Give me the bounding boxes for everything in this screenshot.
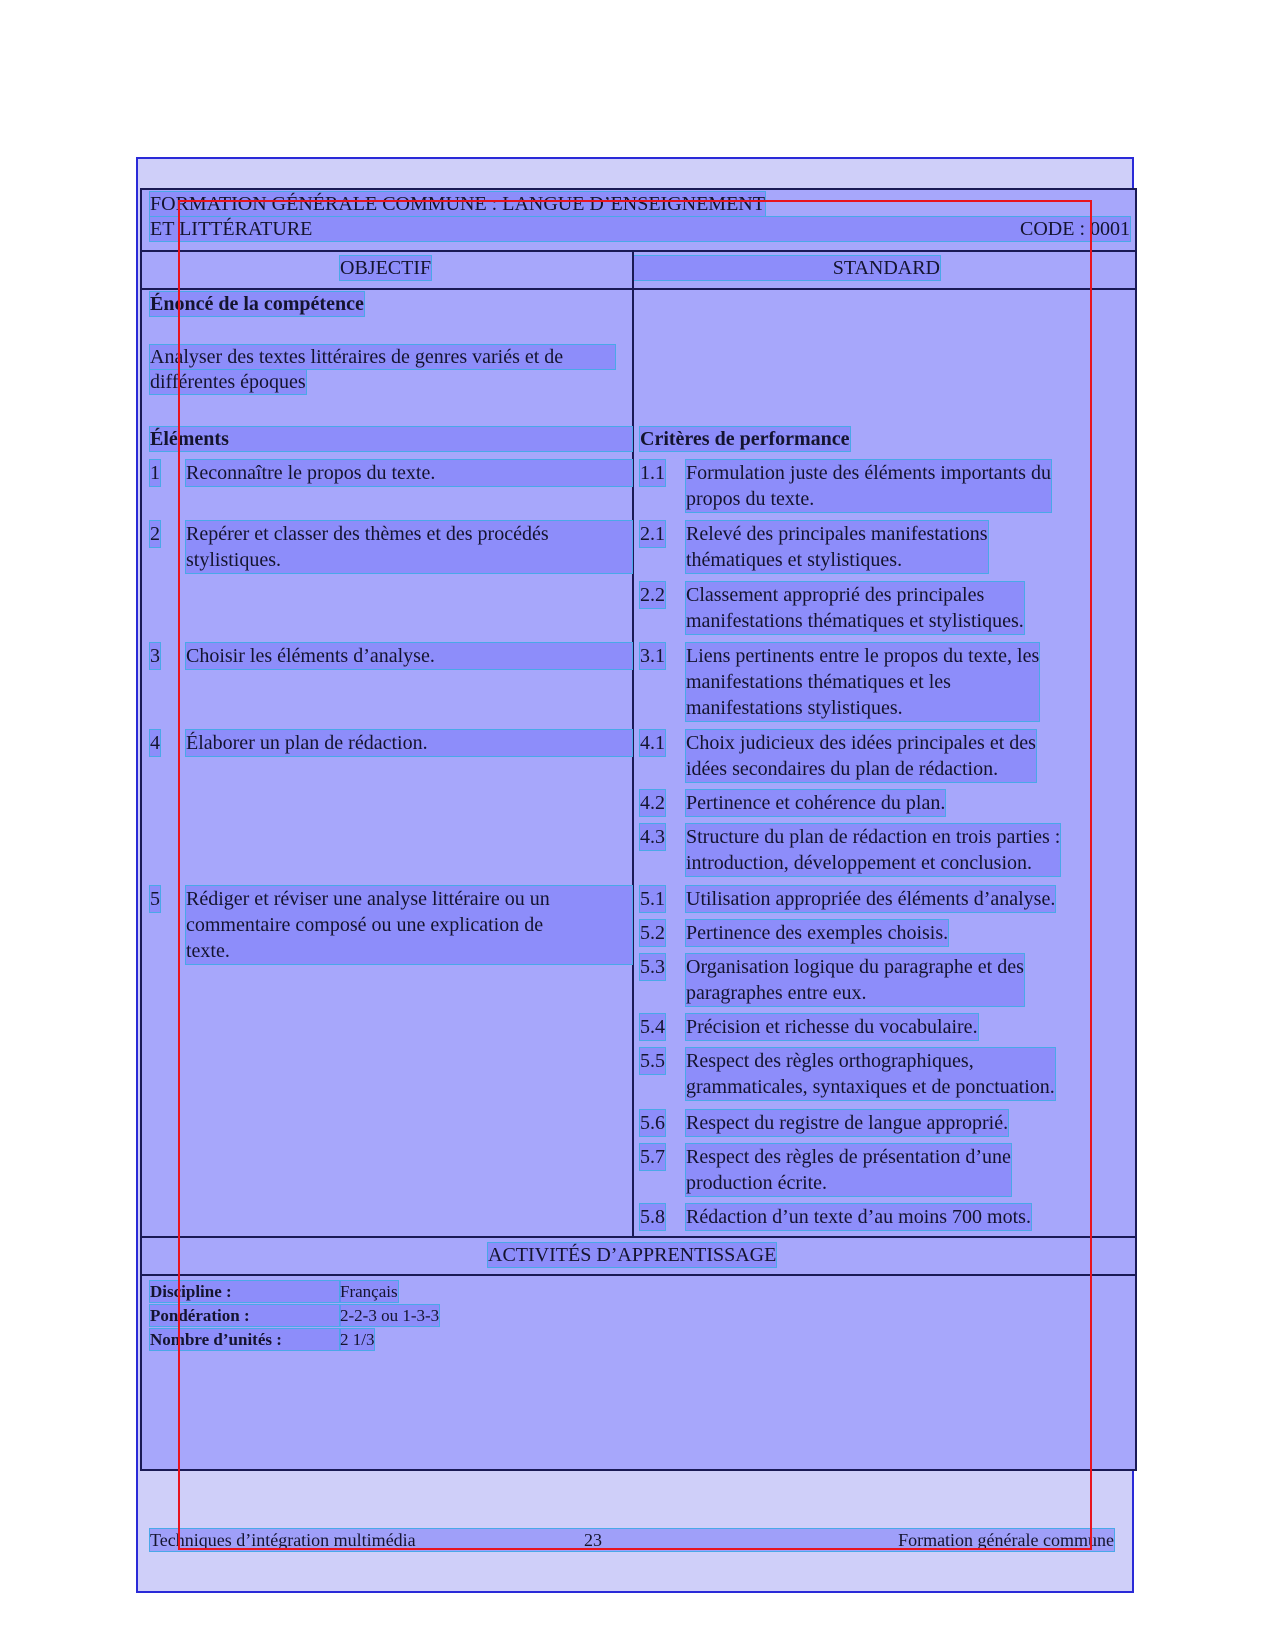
criterion-line: Respect des règles de présentation d’une — [686, 1146, 1011, 1168]
criterion-line: manifestations stylistiques. — [686, 697, 903, 719]
criterion-line: manifestations thématiques et stylistiques. — [686, 610, 1024, 632]
criterion-number: 4.2 — [640, 792, 665, 814]
footer-page-number: 23 — [584, 1530, 602, 1550]
criterion-number: 5.5 — [640, 1050, 665, 1072]
criterion-line: Pertinence des exemples choisis. — [686, 922, 949, 944]
criterion-text — [686, 790, 945, 816]
criterion-line: manifestations thématiques et les — [686, 671, 951, 693]
element-line: Rédiger et réviser une analyse littéraire ou un — [186, 888, 550, 910]
divider — [140, 1274, 1137, 1276]
criterion-text — [686, 582, 1024, 634]
element-text — [186, 730, 632, 756]
criteria-heading: Critères de performance — [640, 428, 850, 450]
discipline-label: Discipline : — [150, 1281, 340, 1302]
activities-heading: ACTIVITÉS D’APPRENTISSAGE — [488, 1244, 777, 1266]
discipline-value: Français — [340, 1282, 398, 1301]
criterion-line: Organisation logique du paragraphe et des — [686, 956, 1024, 978]
criterion-number: 3.1 — [640, 645, 665, 667]
element-line: Repérer et classer des thèmes et des procédés — [186, 523, 549, 545]
competence-line2: différentes époques — [150, 371, 306, 393]
element-text — [186, 521, 632, 573]
criterion-text — [686, 1144, 1011, 1196]
header-title-line2-row — [150, 217, 1130, 241]
criterion-text — [686, 954, 1024, 1006]
header-code: CODE : 0001 — [1020, 218, 1130, 240]
divider — [140, 1236, 1137, 1238]
criterion-line: Structure du plan de rédaction en trois parties : — [686, 826, 1061, 848]
element-number: 4 — [150, 732, 160, 754]
criterion-line: introduction, développement et conclusion. — [686, 852, 1033, 874]
element-text — [186, 886, 632, 964]
criterion-text — [686, 460, 1051, 512]
header-title-line2: ET LITTÉRATURE — [150, 218, 313, 240]
criterion-number: 5.1 — [640, 888, 665, 910]
criterion-text — [686, 643, 1039, 721]
criterion-line: idées secondaires du plan de rédaction. — [686, 758, 999, 780]
element-number: 3 — [150, 645, 160, 667]
element-line: commentaire composé ou une explication de — [186, 914, 544, 936]
criterion-line: Formulation juste des éléments importants du — [686, 462, 1051, 484]
criterion-text — [686, 1014, 978, 1040]
criterion-line: Choix judicieux des idées principales et des — [686, 732, 1036, 754]
column-header-standard: STANDARD — [832, 257, 940, 279]
element-number: 2 — [150, 523, 160, 545]
criterion-line: Pertinence et cohérence du plan. — [686, 792, 946, 814]
criterion-text — [686, 521, 988, 573]
element-line: Élaborer un plan de rédaction. — [186, 732, 428, 754]
criterion-text — [686, 1048, 1055, 1100]
criterion-line: Utilisation appropriée des éléments d’analyse. — [686, 888, 1056, 910]
elements-heading: Éléments — [150, 427, 632, 451]
ponderation-value: 2-2-3 ou 1-3-3 — [340, 1306, 440, 1325]
element-number: 5 — [150, 888, 160, 910]
header-title-line1: FORMATION GÉNÉRALE COMMUNE : LANGUE D’ENSEIGNEMENT — [150, 193, 765, 215]
ponderation-label: Pondération : — [150, 1305, 340, 1326]
criterion-line: paragraphes entre eux. — [686, 982, 867, 1004]
column-header-standard-row — [634, 256, 940, 280]
criterion-number: 2.2 — [640, 584, 665, 606]
criterion-text — [686, 920, 948, 946]
criterion-number: 4.1 — [640, 732, 665, 754]
criterion-line: Respect du registre de langue approprié. — [686, 1112, 1009, 1134]
criterion-text — [686, 730, 1036, 782]
criterion-text — [686, 824, 1060, 876]
units-label: Nombre d’unités : — [150, 1329, 340, 1350]
criterion-text — [686, 1204, 1031, 1230]
element-line: Reconnaître le propos du texte. — [186, 462, 436, 484]
criterion-line: Respect des règles orthographiques, — [686, 1050, 974, 1072]
criterion-number: 5.6 — [640, 1112, 665, 1134]
criterion-number: 2.1 — [640, 523, 665, 545]
criterion-number: 5.3 — [640, 956, 665, 978]
criterion-line: propos du texte. — [686, 488, 815, 510]
element-line: stylistiques. — [186, 549, 282, 571]
divider — [140, 288, 1137, 290]
footer-section: Formation générale commune — [898, 1530, 1114, 1550]
criterion-number: 5.7 — [640, 1146, 665, 1168]
criterion-line: Rédaction d’un texte d’au moins 700 mots. — [686, 1206, 1031, 1228]
element-text — [186, 460, 632, 486]
competence-heading: Énoncé de la compétence — [150, 293, 364, 315]
criterion-number: 1.1 — [640, 462, 665, 484]
element-line: Choisir les éléments d’analyse. — [186, 645, 435, 667]
criterion-line: Classement approprié des principales — [686, 584, 985, 606]
criterion-line: Liens pertinents entre le propos du texte, les — [686, 645, 1040, 667]
criterion-number: 5.4 — [640, 1016, 665, 1038]
criterion-text — [686, 1110, 1008, 1136]
page-footer — [150, 1529, 1114, 1551]
competence-line1: Analyser des textes littéraires de genres variés et de — [150, 345, 615, 369]
criterion-line: thématiques et stylistiques. — [686, 549, 903, 571]
criterion-line: Relevé des principales manifestations — [686, 523, 988, 545]
element-line: texte. — [186, 940, 230, 962]
criterion-line: grammaticales, syntaxiques et de ponctuation. — [686, 1076, 1055, 1098]
footer-program: Techniques d’intégration multimédia — [150, 1530, 416, 1550]
column-header-objectif: OBJECTIF — [340, 257, 432, 279]
criterion-number: 4.3 — [640, 826, 665, 848]
criterion-text — [686, 886, 1055, 912]
element-number: 1 — [150, 462, 160, 484]
units-value: 2 1/3 — [340, 1330, 375, 1349]
criterion-number: 5.2 — [640, 922, 665, 944]
criterion-line: Précision et richesse du vocabulaire. — [686, 1016, 978, 1038]
divider — [140, 250, 1137, 252]
criterion-number: 5.8 — [640, 1206, 665, 1228]
element-text — [186, 643, 632, 669]
column-divider — [632, 250, 634, 1236]
criterion-line: production écrite. — [686, 1172, 828, 1194]
